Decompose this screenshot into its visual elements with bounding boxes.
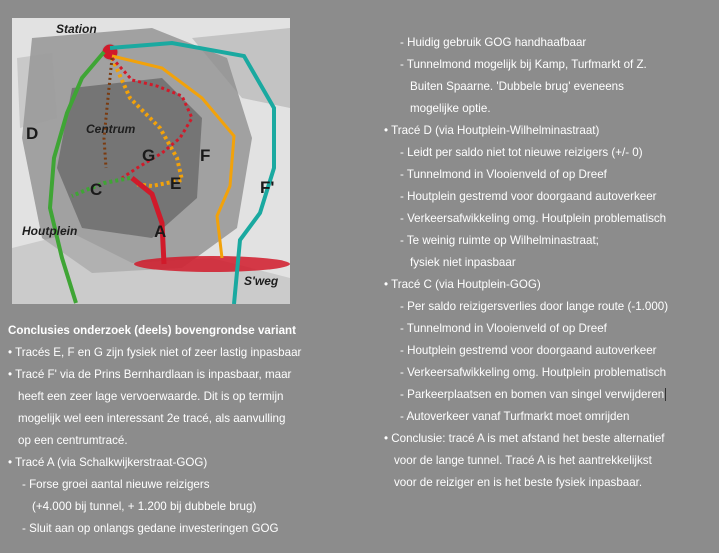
left-line: • Tracés E, F en G zijn fysiek niet of zeer lastig inpasbaar [8, 346, 302, 359]
conclusions-heading: Conclusies onderzoek (deels) bovengrondse variant [8, 324, 296, 337]
left-line: • Tracé A (via Schalkwijkerstraat-GOG) [8, 456, 208, 469]
left-line: - Sluit aan op onlangs gedane investeringen GOG [22, 522, 279, 535]
route-label-c: C [90, 180, 103, 199]
right-line: fysiek niet inpasbaar [410, 256, 516, 269]
right-line: - Verkeersafwikkeling omg. Houtplein problematisch [400, 366, 667, 379]
right-line: voor de reiziger en is het beste fysiek inpasbaar. [394, 476, 643, 489]
left-line: mogelijk wel een interessant 2e tracé, als aanvulling [18, 412, 286, 425]
right-line: - Tunnelmond in Vlooienveld of op Dreef [400, 322, 607, 335]
route-label-e: E [170, 174, 182, 193]
right-line: • Conclusie: tracé A is met afstand het beste alternatief [384, 432, 665, 445]
route-label-f: F [200, 146, 211, 165]
left-line: (+4.000 bij tunnel, + 1.200 bij dubbele brug) [32, 500, 257, 513]
left-line: - Forse groei aantal nieuwe reizigers [22, 478, 210, 491]
right-line: • Tracé C (via Houtplein-GOG) [384, 278, 541, 291]
right-line: - Autoverkeer vanaf Turfmarkt moet omrijden [400, 410, 630, 423]
map-label-houtplein: Houtplein [22, 224, 78, 238]
route-label-d: D [26, 124, 39, 143]
text-cursor [665, 388, 666, 401]
route-label-g: G [142, 146, 156, 165]
right-line: - Tunnelmond in Vlooienveld of op Dreef [400, 168, 607, 181]
right-line: - Per saldo reizigersverlies door lange route (-1.000) [400, 300, 669, 313]
right-line-text: - Parkeerplaatsen en bomen van singel verwijderen [400, 388, 665, 401]
right-line: - Houtplein gestremd voor doorgaand autoverkeer [400, 190, 657, 203]
route-label-f-prime: F' [260, 178, 275, 197]
sweg-area-marker [134, 256, 290, 272]
right-line: - Tunnelmond mogelijk bij Kamp, Turfmarkt of Z. [400, 58, 647, 71]
right-column [384, 32, 719, 494]
left-line: • Tracé F' via de Prins Bernhardlaan is inpasbaar, maar [8, 368, 292, 381]
map-label-sweg: S'weg [244, 274, 279, 288]
route-label-a: A [154, 222, 167, 241]
right-line: - Verkeersafwikkeling omg. Houtplein problematisch [400, 212, 667, 225]
left-column [8, 320, 348, 540]
left-line: op een centrumtracé. [18, 434, 128, 447]
right-line: - Houtplein gestremd voor doorgaand autoverkeer [400, 344, 657, 357]
right-line: • Tracé D (via Houtplein-Wilhelminastraat) [384, 124, 600, 137]
right-line [384, 384, 719, 406]
right-line: mogelijke optie. [410, 102, 491, 115]
map-label-station: Station [56, 22, 97, 36]
right-line: - Te weinig ruimte op Wilhelminastraat; [400, 234, 599, 247]
right-line: Buiten Spaarne. 'Dubbele brug' eveneens [410, 80, 624, 93]
right-line: voor de lange tunnel. Tracé A is het aantrekkelijkst [394, 454, 652, 467]
right-line: - Huidig gebruik GOG handhaafbaar [400, 36, 587, 49]
route-map [12, 18, 290, 304]
map-label-centrum: Centrum [86, 122, 136, 136]
left-line: heeft een zeer lage vervoerwaarde. Dit is op termijn [18, 390, 284, 403]
right-line: - Leidt per saldo niet tot nieuwe reizigers (+/- 0) [400, 146, 643, 159]
